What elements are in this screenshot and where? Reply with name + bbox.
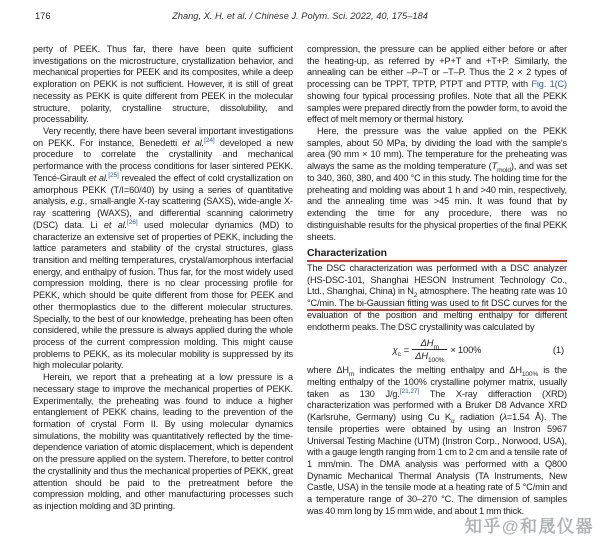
watermark: 知乎@和晟仪器 — [464, 517, 594, 536]
fraction-numerator — [412, 338, 447, 350]
text-segment: m — [433, 344, 439, 352]
text-segment: mold — [497, 167, 511, 175]
equation — [307, 337, 567, 365]
equals-sign: = — [403, 343, 410, 355]
text-segment: m — [348, 371, 355, 379]
text-segment: χ — [392, 343, 398, 355]
text-segment: T — [491, 161, 498, 172]
text-segment: 2 — [413, 292, 418, 300]
page-number: 176 — [35, 11, 51, 21]
paragraph: Herein, we report that a preheating at a low pressure is a necessary stage to improve the mechanical properties of PEKK. Experimentally, the preheating was found to induce a higher entanglement of PEKK chains, leading to the prevention of the formation of crystal Form II. By using molecular dynamics simulations, the mobility was quantitatively reflected by the time-dependence variation of atomic displacement, which is dependent on the pressure applied on the system. Therefore, to better control the crystallinity and thus the mechanical properties of PEKK, great attention should be paid to the pretreatment before the compression molding, and other manufacturing processes such as injection molding and 3D printing. — [33, 372, 293, 512]
text-segment: α — [450, 417, 455, 425]
text-segment: et al. — [103, 219, 128, 230]
text-segment: λ — [502, 412, 507, 423]
highlight-box — [307, 260, 567, 311]
paragraph: perty of PEEK. Thus far, there have been quite sufficient investigations on the microstructure, crystallization behavior, and mechanical properties for PEEK and its composites, while a deep exploration on PEKK is not sufficient. However, it is still of great necessity as PEKK is quite different from PEEK in the molecular structure, polarity, crystalline structure, dissolubility, and processability. — [33, 44, 293, 125]
text-segment: 100% — [427, 357, 445, 365]
citation-link[interactable]: [24] — [204, 136, 215, 144]
text-segment: et al. — [182, 137, 205, 148]
paragraph: The DSC characterization was performed with a DSC analyzer (HS-DSC-101, Shanghai HESON Instrument Technology Co., Ltd., Shanghai, China) in $N_2$ atmosphere. The heating rate was 10 °C/min. The bi-Gaussian fitting was used to fit DSC curves for the evaluation of the position and melting enthalpy for different endotherm peaks. The DSC crystallinity was calculated by — [307, 263, 567, 333]
fraction-denominator — [412, 350, 447, 365]
paragraph: where $\Delta H_m$ indicates the melting enthalpy and $\Delta H_{100\%}$ is the melting enthalpy of the 100% crystalline polymer matrix, usually taken as 130 J/g.[21,27] The X-ray differaction (XRD) characterization was performed with a Bruker D8 Advance XRD (Karlsruhe, Germany) using Cu $K_\alpha$ radiation (λ=1.54 Å). The tensile properties were obtained by using an Instron 5967 Universal Testing Machine (UTM) (Instron Corp., Norwood, USA), with a gauge length ranging from 1 cm to 2 cm and a tensile rate of 1 mm/min. The DMA analysis was performed with a Q800 Dynamic Mechanical Thermal Analysis (TA Instruments, New Castle, USA) in the tensile mode at a heating rate of 5 °C/min and a temperature range of 30–270 °C. The dimension of samples was 40 mm long by 15 mm wide, and about 1 mm thick. — [307, 365, 567, 516]
equation-rhs: × 100% — [450, 343, 482, 355]
paragraph: Very recently, there have been several important investigations on PEKK. For instance, Benedetti et al.[24] developed a new procedure to correlate the crystallinity and mechanical performance with the process conditions for laser sintered PEKK. Tencé-Girault et al.[25] revealed the effect of cold crystallization on amorphous PEKK (T/I=60/40) by using a series of quantitative analysis, e.g., small-angle X-ray scattering (SAXS), wide-angle X-ray scattering (WAXS), and differential scanning calorimetry (DSC) data. Li et al.[26] used molecular dynamics (MD) to characterize an extensive set of properties of PEKK, including the lattice parameters and stability of the crystal structures, glass transition and melting temperatures, crystal/amorphous interfacial energy, and enthalpy of fusion. Thus far, for the most widely used compression molding, there is no clear processing profile for PEKK, which should be quite different from those for PEEK and other thermoplastics due to the different molecular structures. Specially, to the best of our knowledge, preheating has been often considered, while the pressure is always applied during the whole process of the current compression molding. This might cause problems to PEKK, as its molecular mobility is suppressed by its high molecular polarity. — [33, 126, 293, 371]
equation-number: (1) — [552, 343, 564, 355]
section-heading: Characterization — [307, 248, 387, 260]
fraction — [412, 337, 447, 365]
page-header — [33, 11, 567, 25]
citation-link[interactable]: [26] — [127, 218, 138, 226]
text-columns — [33, 44, 567, 542]
text-segment: c — [397, 350, 401, 358]
citation-link[interactable]: [21,27] — [399, 387, 420, 395]
text-segment: 100% — [521, 371, 539, 379]
equation-lhs — [392, 343, 401, 358]
paragraph: compression, the pressure can be applied either before or after the heating-up, as referred by +P+T and +T+P. Similarly, the annealing can be either –P–T or –T–P. Thus the 2 × 2 types of processing can be TPPT, TPTP, PTPT and PTTP, with Fig. 1(C) showing four typical processing profiles. Note that all the PEKK samples were prepared directly from the powder form, to avoid the effect of melt memory or thermal history. — [307, 44, 567, 125]
text-segment: ΔH — [415, 350, 428, 362]
left-column — [33, 44, 293, 542]
running-title: Zhang, X. H. et al. / Chinese J. Polym. Sci. 2022, 40, 175–184 — [172, 11, 428, 21]
text-segment: et al. — [88, 172, 109, 183]
text-segment: ΔH — [420, 337, 434, 349]
figure-link[interactable]: Fig. 1(C) — [531, 79, 567, 90]
text-segment: e.g., — [70, 196, 88, 207]
citation-link[interactable]: [25] — [108, 171, 119, 179]
right-column — [307, 44, 567, 542]
paragraph: Here, the pressure was the value applied on the PEKK samples, about 50 MPa, by dividing the load with the sample's area (90 mm × 10 mm). The temperature for the preheating was always the same as the molding temperature $(T_{mold})$, and was set to 340, 360, 380, and 400 °C in this study. The holding time for the preheating and molding was about 1 h and >40 min, respectively, and the annealing time was >45 min. It was found that by extending the time for any procedure, there was no distinguishable results for the physical properties of the final PEKK sheets. — [307, 126, 567, 242]
